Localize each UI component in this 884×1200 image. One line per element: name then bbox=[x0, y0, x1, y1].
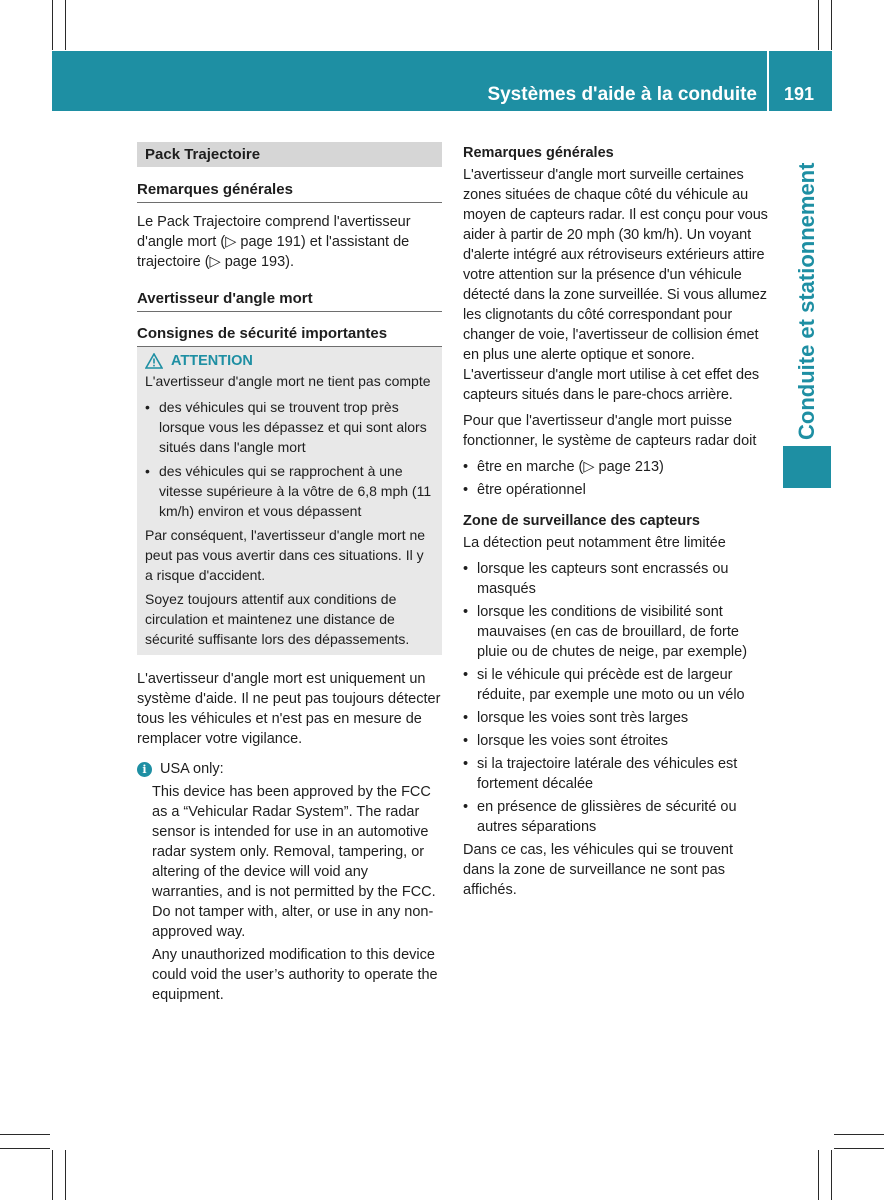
list-item: • en présence de glissières de sécurité ou autres séparations bbox=[463, 799, 737, 835]
side-tab-label: Conduite et stationnement bbox=[794, 162, 819, 440]
info-text: Any unauthorized modification to this device could void the user’s authority to operate the equipment. bbox=[152, 947, 438, 1003]
crop-mark bbox=[834, 1148, 884, 1149]
info-text: This device has been approved by the FCC as a “Vehicular Radar System”. The radar sensor is intended for use in an automotive radar system only. Removal, tampering, or altering of the device will void any warranties, and is not permitted by the FCC. Do not tamper with, alter, or use in any non-approved way. bbox=[152, 784, 436, 940]
page-number: 191 bbox=[783, 84, 814, 104]
side-tab-marker bbox=[783, 446, 831, 488]
warning-box bbox=[137, 347, 442, 655]
crop-mark bbox=[834, 1134, 884, 1135]
page-header bbox=[52, 51, 832, 111]
crop-mark bbox=[818, 0, 819, 50]
crop-mark bbox=[831, 1150, 832, 1200]
aid-text: L'avertisseur d'angle mort est uniquement un système d'aide. Il ne peut pas toujours détecter tous les véhicules et n'est pas en mesure de remplacer votre vigilance. bbox=[137, 671, 441, 747]
section-title: Pack Trajectoire bbox=[137, 142, 442, 167]
warning-advice: Soyez toujours attentif aux conditions de circulation et maintenez une distance de sécurité suffisante lors des dépassements. bbox=[145, 591, 410, 647]
safety-heading: Consignes de sécurité importantes bbox=[137, 324, 442, 347]
crop-mark bbox=[831, 0, 832, 50]
chapter-title: Systèmes d'aide à la conduite bbox=[487, 84, 757, 105]
list-item: • lorsque les voies sont très larges bbox=[463, 710, 689, 726]
list-item: • lorsque les capteurs sont encrassés ou masqués bbox=[463, 561, 729, 597]
list-item: • si la trajectoire latérale des véhicules est fortement décalée bbox=[463, 756, 738, 792]
warning-triangle-icon bbox=[145, 353, 163, 369]
info-icon: i bbox=[137, 762, 152, 777]
right-column bbox=[463, 143, 768, 900]
blind-spot-heading: Avertisseur d'angle mort bbox=[137, 289, 442, 312]
list-item: • lorsque les conditions de visibilité sont mauvaises (en cas de brouillard, de forte pluie ou de chutes de neige, par exemple) bbox=[463, 604, 748, 660]
crop-mark bbox=[818, 1150, 819, 1200]
warning-consequence: Par conséquent, l'avertisseur d'angle mort ne peut pas vous avertir dans ces situations. Il y a risque d'accident. bbox=[145, 527, 426, 583]
zone-outro: Dans ce cas, les véhicules qui se trouvent dans la zone de surveillance ne sont pas affichés. bbox=[463, 842, 733, 898]
left-column bbox=[137, 142, 442, 1005]
general-heading: Remarques générales bbox=[137, 180, 442, 203]
warning-title bbox=[145, 351, 434, 371]
zone-intro: La détection peut notamment être limitée bbox=[463, 535, 726, 551]
header-divider bbox=[767, 51, 769, 111]
info-label: USA only: bbox=[160, 761, 224, 777]
warning-title-text: ATTENTION bbox=[171, 353, 253, 369]
list-item: • être opérationnel bbox=[463, 482, 586, 498]
general-text: L'avertisseur d'angle mort surveille certaines zones situées de chaque côté du véhicule au moyen de capteurs radar. Il est conçu pour vous aider à partir de 20 mph (30 km/h). Un voyant d'alerte intégré aux rétroviseurs extérieurs attire votre attention sur la présence d'un véhicule détecté dans la zone surveillée. Si vous allumez les clignotants du côté correspondant pour changer de voie, l'avertisseur de collision émet en plus une alerte optique et sonore. L'avertisseur d'angle mort utilise à cet effet des capteurs situés dans le pare-chocs arrière. bbox=[463, 167, 768, 403]
crop-mark bbox=[65, 0, 66, 50]
crop-mark bbox=[0, 1148, 50, 1149]
list-item: • lorsque les voies sont étroites bbox=[463, 733, 669, 749]
crop-mark bbox=[52, 0, 53, 50]
general-heading: Remarques générales bbox=[463, 145, 614, 161]
info-note bbox=[137, 759, 442, 779]
list-item: • être en marche (▷ page 213) bbox=[463, 459, 664, 475]
crop-mark bbox=[52, 1150, 53, 1200]
side-tab bbox=[783, 150, 831, 440]
function-text: Pour que l'avertisseur d'angle mort puisse fonctionner, le système de capteurs radar doit bbox=[463, 413, 757, 449]
zone-heading: Zone de surveillance des capteurs bbox=[463, 513, 700, 529]
list-item: • des véhicules qui se rapprochent à une vitesse supérieure à la vôtre de 6,8 mph (11 km/h) environ et vous dépassent bbox=[145, 463, 432, 519]
crop-mark bbox=[65, 1150, 66, 1200]
list-item: • si le véhicule qui précède est de largeur réduite, par exemple une moto ou un vélo bbox=[463, 667, 745, 703]
warning-intro: L'avertisseur d'angle mort ne tient pas compte bbox=[145, 373, 431, 389]
list-item: • des véhicules qui se trouvent trop près lorsque vous les dépassez et qui sont alors situés dans l'angle mort bbox=[145, 399, 427, 455]
general-text: Le Pack Trajectoire comprend l'avertisseur d'angle mort (▷ page 191) et l'assistant de trajectoire (▷ page 193). bbox=[137, 214, 411, 270]
crop-mark bbox=[0, 1134, 50, 1135]
